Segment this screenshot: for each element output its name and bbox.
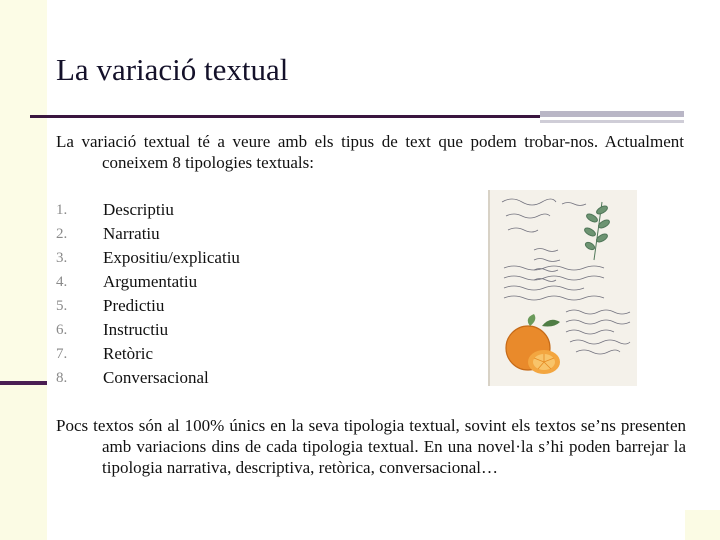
list-number: 5. [56, 298, 68, 314]
list-number: 2. [56, 226, 68, 242]
slide-title: La variació textual [56, 52, 289, 87]
list-item [56, 342, 316, 366]
list-label: Argumentatiu [103, 272, 198, 291]
list-item [56, 198, 316, 222]
list-label: Expositiu/explicatiu [103, 248, 240, 267]
list-number: 4. [56, 274, 68, 290]
title-divider-gray [540, 111, 684, 117]
list-label: Instructiu [103, 320, 169, 339]
corner-decoration [685, 510, 720, 540]
left-accent-bar [0, 381, 47, 385]
list-number: 1. [56, 202, 68, 218]
list-number: 3. [56, 250, 68, 266]
list-label: Retòric [103, 344, 154, 363]
intro-paragraph: La variació textual té a veure amb els tipus de text que podem trobar-nos. Actualment coneixem 8 tipologies textuals: [56, 132, 684, 172]
typology-list [56, 198, 316, 390]
list-item [56, 294, 316, 318]
list-item [56, 270, 316, 294]
closing-paragraph: Pocs textos són al 100% únics en la seva tipologia textual, sovint els textos se’ns presenten amb variacions dins de cada tipologia textual. En una novel·la s’hi poden barrejar la tipologia narrativa, descriptiva, retòrica, conversacional… [56, 416, 686, 477]
list-item [56, 246, 316, 270]
title-divider-gray-thin [540, 120, 684, 123]
list-label: Narratiu [103, 224, 160, 243]
title-divider [30, 115, 540, 118]
list-item [56, 318, 316, 342]
list-label: Predictiu [103, 296, 165, 315]
list-number: 7. [56, 346, 68, 362]
list-label: Descriptiu [103, 200, 174, 219]
left-decorative-band-top [0, 0, 47, 385]
list-item [56, 222, 316, 246]
list-number: 8. [56, 370, 68, 386]
handwritten-recipe-image [488, 190, 637, 386]
recipe-illustration [490, 190, 637, 386]
list-item [56, 366, 316, 390]
list-label: Conversacional [103, 368, 209, 387]
list-number: 6. [56, 322, 68, 338]
